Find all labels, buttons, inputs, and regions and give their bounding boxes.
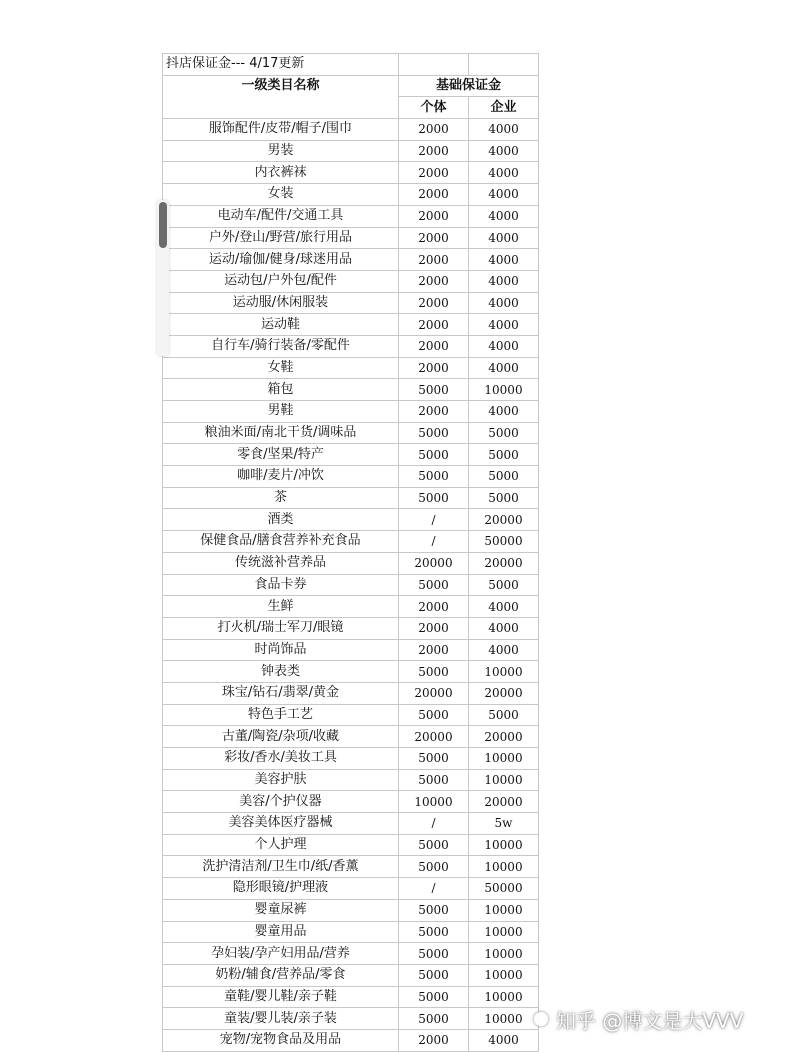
header-row [163, 75, 539, 97]
individual-deposit-cell: / [399, 509, 469, 531]
individual-deposit-cell: 2000 [399, 617, 469, 639]
enterprise-deposit-cell: 4000 [469, 401, 539, 423]
category-cell: 运动鞋 [163, 314, 399, 336]
category-header: 一级类目名称 [163, 75, 399, 118]
enterprise-deposit-cell: 5000 [469, 487, 539, 509]
enterprise-deposit-cell: 5000 [469, 444, 539, 466]
individual-deposit-cell: 5000 [399, 574, 469, 596]
table-row [163, 401, 539, 423]
table-row [163, 1008, 539, 1030]
table-row [163, 769, 539, 791]
individual-header: 个体 [399, 97, 469, 119]
enterprise-deposit-cell: 50000 [469, 531, 539, 553]
table-row [163, 748, 539, 770]
table-row [163, 444, 539, 466]
individual-deposit-cell: 5000 [399, 748, 469, 770]
enterprise-deposit-cell: 4000 [469, 184, 539, 206]
table-row [163, 617, 539, 639]
enterprise-deposit-cell: 5000 [469, 574, 539, 596]
category-cell: 时尚饰品 [163, 639, 399, 661]
table-row [163, 335, 539, 357]
enterprise-deposit-cell: 5000 [469, 704, 539, 726]
enterprise-deposit-cell: 4000 [469, 162, 539, 184]
category-cell: 古董/陶瓷/杂项/收藏 [163, 726, 399, 748]
enterprise-deposit-cell: 10000 [469, 986, 539, 1008]
table-row [163, 509, 539, 531]
table-row [163, 682, 539, 704]
table-row [163, 856, 539, 878]
enterprise-deposit-cell: 10000 [469, 921, 539, 943]
category-cell: 特色手工艺 [163, 704, 399, 726]
table-row [163, 357, 539, 379]
table-row [163, 249, 539, 271]
category-cell: 传统滋补营养品 [163, 552, 399, 574]
individual-deposit-cell: 2000 [399, 205, 469, 227]
category-cell: 箱包 [163, 379, 399, 401]
category-cell: 女装 [163, 184, 399, 206]
enterprise-deposit-cell: 10000 [469, 943, 539, 965]
table-row [163, 986, 539, 1008]
enterprise-deposit-cell: 4000 [469, 357, 539, 379]
scrollbar-thumb[interactable] [159, 202, 167, 248]
enterprise-deposit-cell: 20000 [469, 552, 539, 574]
enterprise-deposit-cell: 4000 [469, 314, 539, 336]
individual-deposit-cell: 10000 [399, 791, 469, 813]
category-cell: 美容/个护仪器 [163, 791, 399, 813]
individual-deposit-cell: 2000 [399, 249, 469, 271]
enterprise-deposit-cell: 10000 [469, 661, 539, 683]
individual-deposit-cell: 5000 [399, 422, 469, 444]
table-row [163, 726, 539, 748]
individual-deposit-cell: 2000 [399, 401, 469, 423]
table-row [163, 119, 539, 141]
category-cell: 食品卡券 [163, 574, 399, 596]
enterprise-deposit-cell: 10000 [469, 379, 539, 401]
category-cell: 个人护理 [163, 834, 399, 856]
watermark [534, 1004, 743, 1034]
enterprise-deposit-cell: 4000 [469, 249, 539, 271]
category-cell: 茶 [163, 487, 399, 509]
individual-deposit-cell: 2000 [399, 1029, 469, 1051]
table-row [163, 661, 539, 683]
individual-deposit-cell: 5000 [399, 444, 469, 466]
individual-deposit-cell: 5000 [399, 704, 469, 726]
enterprise-deposit-cell: 4000 [469, 140, 539, 162]
individual-deposit-cell: 5000 [399, 986, 469, 1008]
category-cell: 打火机/瑞士军刀/眼镜 [163, 617, 399, 639]
category-cell: 户外/登山/野营/旅行用品 [163, 227, 399, 249]
enterprise-deposit-cell: 4000 [469, 596, 539, 618]
enterprise-deposit-cell: 4000 [469, 292, 539, 314]
category-cell: 隐形眼镜/护理液 [163, 878, 399, 900]
category-cell: 运动/瑜伽/健身/球迷用品 [163, 249, 399, 271]
enterprise-deposit-cell: 10000 [469, 899, 539, 921]
enterprise-deposit-cell: 20000 [469, 682, 539, 704]
category-cell: 美容美体医疗器械 [163, 813, 399, 835]
deposit-header: 基础保证金 [399, 75, 539, 97]
watermark-text: 知乎 @博文是大VVV [556, 1008, 744, 1033]
table-row [163, 379, 539, 401]
vertical-scrollbar[interactable] [157, 200, 169, 356]
table-title: 抖店保证金--- 4/17更新 [163, 54, 399, 76]
individual-deposit-cell: 2000 [399, 184, 469, 206]
category-cell: 彩妆/香水/美妆工具 [163, 748, 399, 770]
table-row [163, 878, 539, 900]
individual-deposit-cell: 2000 [399, 119, 469, 141]
table-row [163, 834, 539, 856]
enterprise-deposit-cell: 4000 [469, 119, 539, 141]
enterprise-deposit-cell: 10000 [469, 1008, 539, 1030]
table-row [163, 162, 539, 184]
table-row [163, 639, 539, 661]
table-row [163, 964, 539, 986]
individual-deposit-cell: / [399, 531, 469, 553]
enterprise-deposit-cell: 10000 [469, 964, 539, 986]
individual-deposit-cell: 5000 [399, 921, 469, 943]
category-cell: 酒类 [163, 509, 399, 531]
enterprise-deposit-cell: 10000 [469, 748, 539, 770]
individual-deposit-cell: 2000 [399, 270, 469, 292]
individual-deposit-cell: 20000 [399, 552, 469, 574]
table-row [163, 552, 539, 574]
category-cell: 钟表类 [163, 661, 399, 683]
table-row [163, 899, 539, 921]
category-cell: 孕妇装/孕产妇用品/营养 [163, 943, 399, 965]
title-row [163, 54, 539, 76]
enterprise-deposit-cell: 5000 [469, 422, 539, 444]
category-cell: 运动包/户外包/配件 [163, 270, 399, 292]
deposit-table [162, 53, 539, 1052]
category-cell: 保健食品/膳食营养补充食品 [163, 531, 399, 553]
table-row [163, 791, 539, 813]
individual-deposit-cell: 2000 [399, 292, 469, 314]
table-row [163, 943, 539, 965]
table-row [163, 574, 539, 596]
category-cell: 粮油米面/南北干货/调味品 [163, 422, 399, 444]
individual-deposit-cell: 5000 [399, 899, 469, 921]
enterprise-deposit-cell: 4000 [469, 227, 539, 249]
category-cell: 男鞋 [163, 401, 399, 423]
individual-deposit-cell: 2000 [399, 162, 469, 184]
table-row [163, 487, 539, 509]
category-cell: 婴童用品 [163, 921, 399, 943]
empty-cell [469, 54, 539, 76]
individual-deposit-cell: 5000 [399, 1008, 469, 1030]
enterprise-deposit-cell: 5000 [469, 466, 539, 488]
enterprise-deposit-cell: 4000 [469, 617, 539, 639]
category-cell: 婴童尿裤 [163, 899, 399, 921]
table-row [163, 184, 539, 206]
category-cell: 珠宝/钻石/翡翠/黄金 [163, 682, 399, 704]
individual-deposit-cell: 5000 [399, 379, 469, 401]
category-cell: 运动服/休闲服装 [163, 292, 399, 314]
table-row [163, 813, 539, 835]
enterprise-deposit-cell: 50000 [469, 878, 539, 900]
enterprise-deposit-cell: 4000 [469, 1029, 539, 1051]
enterprise-deposit-cell: 20000 [469, 726, 539, 748]
table-row [163, 227, 539, 249]
table-row [163, 596, 539, 618]
category-cell: 宠物/宠物食品及用品 [163, 1029, 399, 1051]
table-row [163, 1029, 539, 1051]
table-row [163, 704, 539, 726]
enterprise-deposit-cell: 4000 [469, 639, 539, 661]
individual-deposit-cell: 2000 [399, 227, 469, 249]
category-cell: 美容护肤 [163, 769, 399, 791]
individual-deposit-cell: 2000 [399, 140, 469, 162]
individual-deposit-cell: 5000 [399, 943, 469, 965]
table-row [163, 292, 539, 314]
individual-deposit-cell: 2000 [399, 314, 469, 336]
enterprise-deposit-cell: 20000 [469, 509, 539, 531]
category-cell: 童装/婴儿装/亲子装 [163, 1008, 399, 1030]
table-row [163, 205, 539, 227]
individual-deposit-cell: 2000 [399, 335, 469, 357]
category-cell: 内衣裤袜 [163, 162, 399, 184]
enterprise-deposit-cell: 4000 [469, 335, 539, 357]
table-row [163, 270, 539, 292]
individual-deposit-cell: 20000 [399, 682, 469, 704]
category-cell: 童鞋/婴儿鞋/亲子鞋 [163, 986, 399, 1008]
table-row [163, 314, 539, 336]
category-cell: 服饰配件/皮带/帽子/围巾 [163, 119, 399, 141]
individual-deposit-cell: 5000 [399, 487, 469, 509]
individual-deposit-cell: 2000 [399, 596, 469, 618]
individual-deposit-cell: 20000 [399, 726, 469, 748]
individual-deposit-cell: 5000 [399, 661, 469, 683]
individual-deposit-cell: 5000 [399, 964, 469, 986]
enterprise-deposit-cell: 20000 [469, 791, 539, 813]
table-row [163, 140, 539, 162]
enterprise-deposit-cell: 4000 [469, 205, 539, 227]
enterprise-deposit-cell: 10000 [469, 769, 539, 791]
category-cell: 咖啡/麦片/冲饮 [163, 466, 399, 488]
individual-deposit-cell: 5000 [399, 466, 469, 488]
category-cell: 自行车/骑行装备/零配件 [163, 335, 399, 357]
category-cell: 洗护清洁剂/卫生巾/纸/香薰 [163, 856, 399, 878]
individual-deposit-cell: 5000 [399, 834, 469, 856]
enterprise-header: 企业 [469, 97, 539, 119]
individual-deposit-cell: 5000 [399, 856, 469, 878]
enterprise-deposit-cell: 10000 [469, 856, 539, 878]
enterprise-deposit-cell: 10000 [469, 834, 539, 856]
enterprise-deposit-cell: 5w [469, 813, 539, 835]
category-cell: 零食/坚果/特产 [163, 444, 399, 466]
empty-cell [399, 54, 469, 76]
category-cell: 男装 [163, 140, 399, 162]
individual-deposit-cell: / [399, 813, 469, 835]
enterprise-deposit-cell: 4000 [469, 270, 539, 292]
category-cell: 电动车/配件/交通工具 [163, 205, 399, 227]
individual-deposit-cell: / [399, 878, 469, 900]
table-row [163, 921, 539, 943]
individual-deposit-cell: 2000 [399, 357, 469, 379]
individual-deposit-cell: 5000 [399, 769, 469, 791]
category-cell: 生鲜 [163, 596, 399, 618]
table-row [163, 531, 539, 553]
table-row [163, 466, 539, 488]
category-cell: 女鞋 [163, 357, 399, 379]
zhihu-logo-icon [534, 1012, 548, 1026]
category-cell: 奶粉/辅食/营养品/零食 [163, 964, 399, 986]
individual-deposit-cell: 2000 [399, 639, 469, 661]
table-row [163, 422, 539, 444]
